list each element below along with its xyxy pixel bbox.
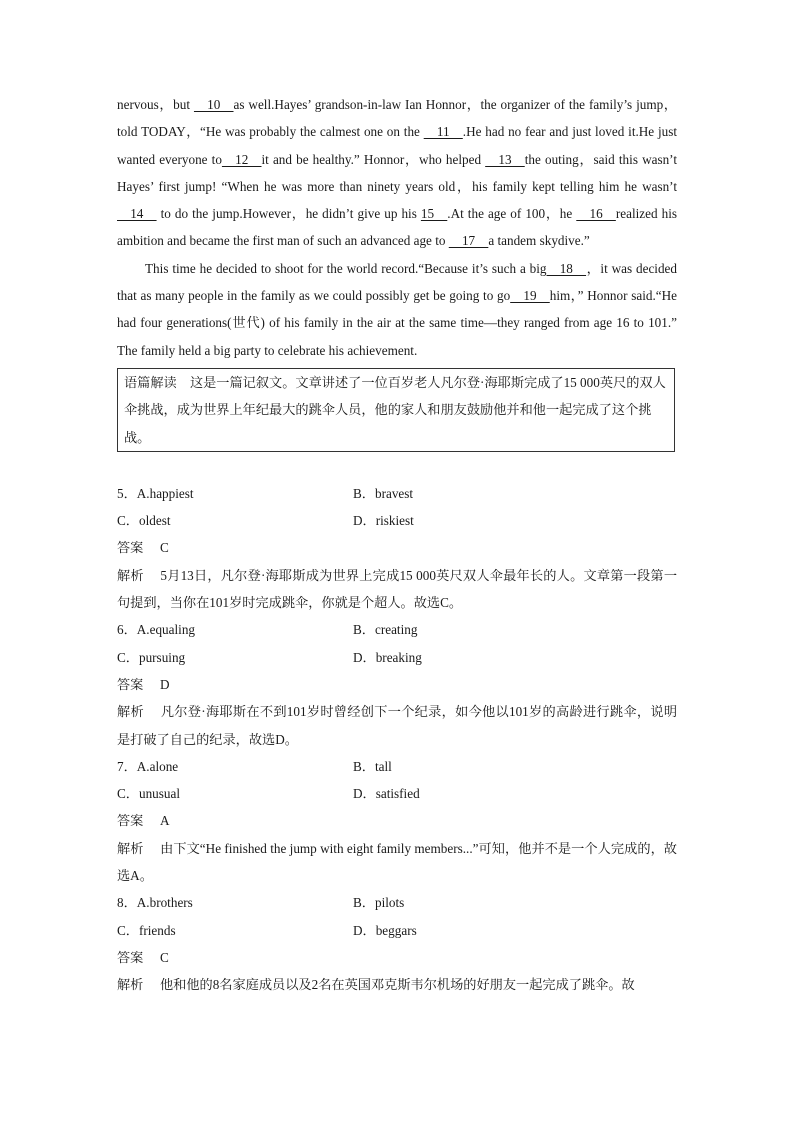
options-row — [117, 507, 677, 534]
passage-text: .He had no fear and just loved it.He just wanted everyone to — [117, 124, 678, 167]
answer-line — [117, 944, 677, 971]
summary-label: 语篇解读 — [124, 374, 177, 390]
answer-value: C — [159, 949, 169, 965]
options-row — [117, 917, 677, 944]
blank: 12 — [221, 151, 262, 167]
summary-text: 这是一篇记叙文。文章讲述了一位百岁老人凡尔登·海耶斯完成了15 000英尺的双人伞挑战，成为世界上年纪最大的跳伞人员，他的家人和朋友鼓励他并和他一起完成了这个挑战。 — [124, 374, 666, 445]
explanation — [117, 698, 677, 753]
options-row — [117, 644, 677, 671]
explanation-label: 解析 — [117, 840, 144, 856]
explanation-label: 解析 — [117, 567, 144, 583]
question-list — [117, 480, 677, 999]
passage-text: the outing，said this wasn’t Hayes’ first jump! “When he was more than ninety years old，his family kept telling him he wasn’t — [117, 151, 677, 194]
passage-text: This time he decided to shoot for the world record.“Because it’s such a big — [145, 260, 547, 276]
option-a: 6．A.equaling — [117, 622, 196, 638]
passage-text: nervous，but — [117, 97, 194, 112]
blank: 19 — [510, 288, 550, 304]
explanation-label: 解析 — [117, 704, 144, 720]
explanation-label: 解析 — [117, 977, 144, 993]
passage-text: it and be healthy.” Honnor，who helped — [261, 151, 486, 167]
answer-label: 答案 — [117, 540, 144, 556]
blank: 11 — [423, 124, 463, 140]
passage-text: as well.Hayes’ grandson-in-law Ian Honnor，the organizer of the family’s jump，told TODAY，“He was probably the calmest one on the — [117, 97, 677, 140]
answer-label: 答案 — [117, 949, 144, 965]
blank: 15 — [420, 206, 448, 222]
option-a: 5．A.happiest — [117, 485, 194, 501]
answer-value: C — [159, 540, 169, 556]
explanation — [117, 562, 677, 617]
options-row — [117, 480, 677, 507]
blank: 17 — [448, 233, 489, 249]
option-c: C．pursuing — [117, 649, 186, 665]
summary-box — [117, 368, 675, 452]
options-row — [117, 753, 677, 780]
options-row — [117, 780, 677, 807]
options-row — [117, 889, 677, 916]
document-page — [117, 91, 677, 999]
option-d: D．satisfied — [353, 786, 420, 802]
option-d: D．beggars — [353, 922, 417, 938]
option-b: B．tall — [353, 758, 392, 774]
options-row — [117, 616, 677, 643]
blank: 16 — [576, 206, 616, 222]
option-b: B．creating — [353, 622, 418, 638]
explanation-text: 凡尔登·海耶斯在不到101岁时曾经创下一个纪录，如今他以101岁的高龄进行跳伞，说明是打破了自己的纪录，故选D。 — [117, 704, 678, 747]
option-b: B．bravest — [353, 485, 414, 501]
option-b: B．pilots — [353, 895, 405, 911]
answer-label: 答案 — [117, 676, 144, 692]
answer-line — [117, 807, 677, 834]
explanation-text: 5月13日，凡尔登·海耶斯成为世界上完成15 000英尺双人伞最年长的人。文章第一段第一句提到，当你在101岁时完成跳伞，你就是个超人。故选C。 — [117, 567, 678, 611]
explanation-text: 他和他的8名家庭成员以及2名在英国邓克斯韦尔机场的好朋友一起完成了跳伞。故 — [159, 977, 635, 993]
explanation-text: 由下文“He finished the jump with eight family members...”可知，他并不是一个人完成的，故选A。 — [117, 840, 677, 884]
option-a: 8．A.brothers — [117, 895, 193, 911]
explanation — [117, 971, 677, 998]
blank: 18 — [546, 260, 587, 276]
passage-paragraph-1 — [117, 91, 677, 255]
passage-paragraph-2 — [117, 255, 677, 364]
passage-text: realized his ambition and became the first man of such an advanced age to — [117, 206, 678, 249]
blank: 14 — [117, 206, 157, 222]
option-d: D．breaking — [353, 649, 422, 665]
option-a: 7．A.alone — [117, 758, 179, 774]
answer-line — [117, 534, 677, 561]
passage-text: to do the jump.However，he didn’t give up his — [156, 206, 421, 222]
passage-text: ，it was decided that as many people in the family as we could possibly get be going to go — [117, 260, 677, 304]
answer-value: A — [159, 813, 170, 829]
option-d: D．riskiest — [353, 513, 414, 529]
option-c: C．unusual — [117, 786, 181, 802]
explanation — [117, 835, 677, 890]
answer-value: D — [159, 676, 170, 692]
option-c: C．oldest — [117, 513, 171, 529]
blank: 13 — [485, 151, 525, 167]
answer-line — [117, 671, 677, 698]
passage-text: him，” Honnor said.“He had four generations(世代) of his family in the air at the same time—they ranged from age 16 to 101.” The family held a big party to celebrate his achievement. — [117, 288, 677, 358]
answer-label: 答案 — [117, 813, 144, 829]
passage-text: a tandem skydive.” — [488, 233, 590, 249]
passage-text: .At the age of 100，he — [447, 206, 577, 222]
option-c: C．friends — [117, 922, 176, 938]
blank: 10 — [193, 97, 234, 112]
